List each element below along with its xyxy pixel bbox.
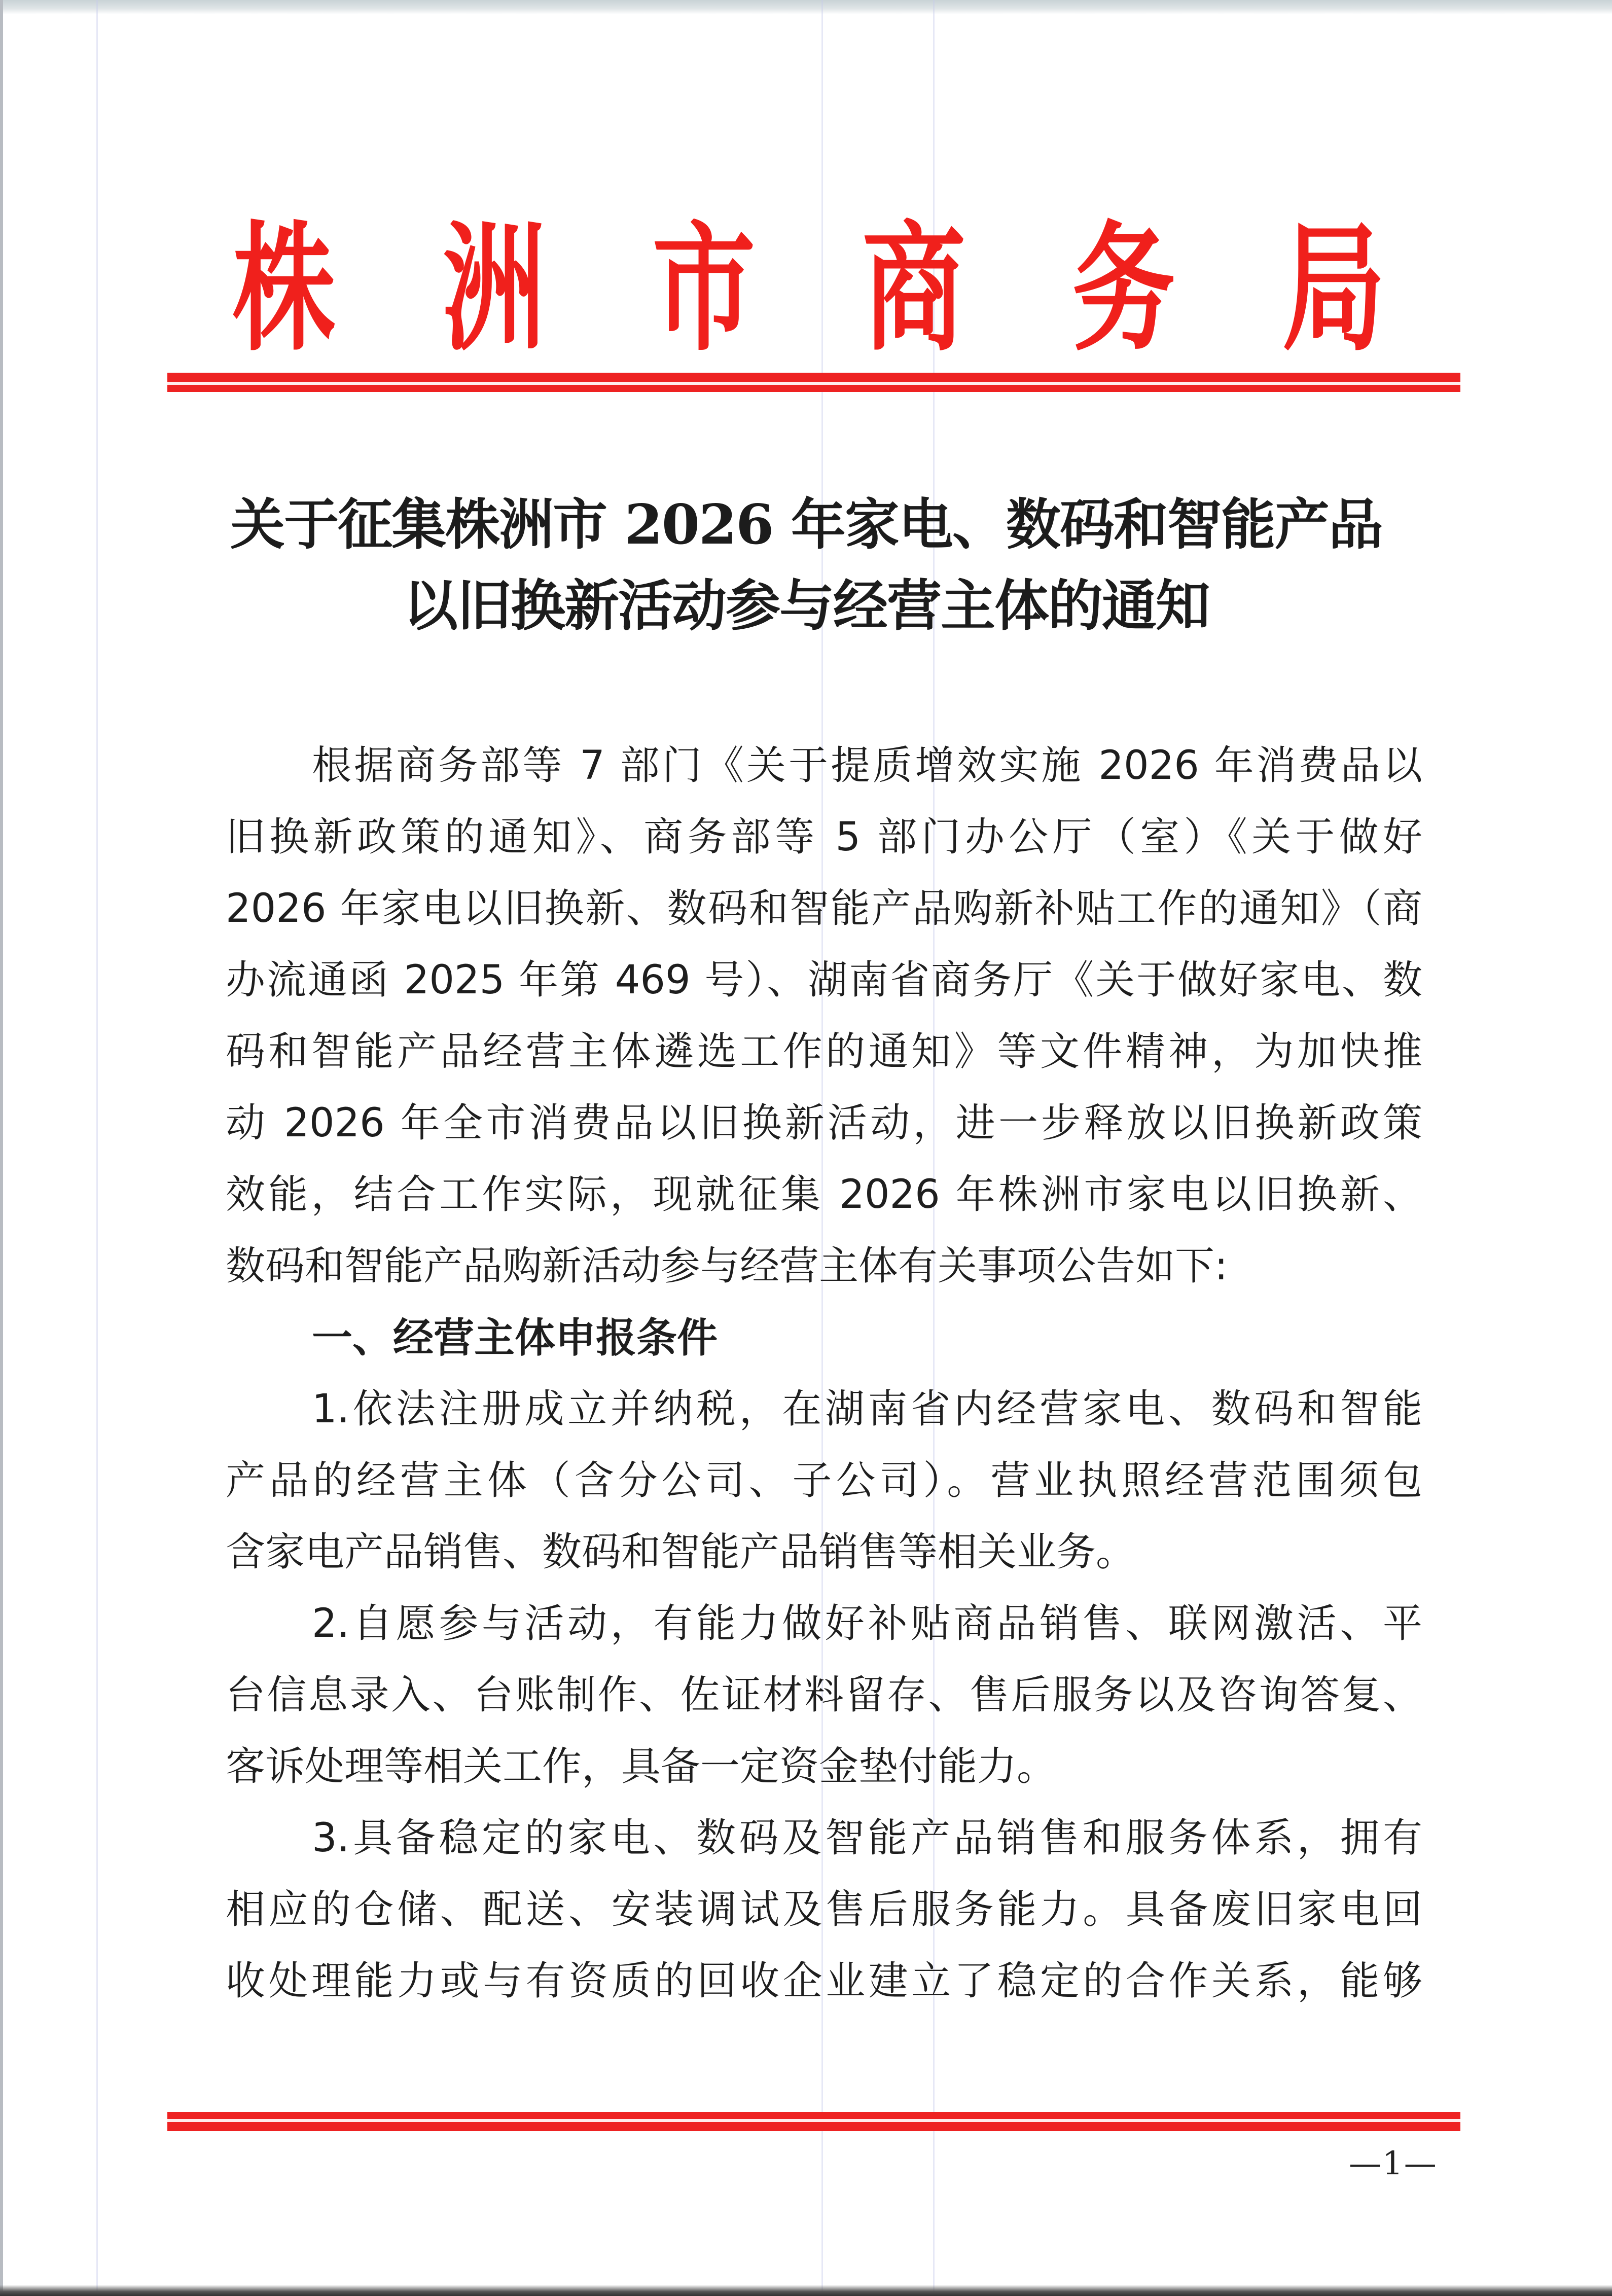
scan-edge-left (0, 0, 3, 2296)
body-line: 含家电产品销售、数码和智能产品销售等相关业务。 (226, 1529, 1136, 1575)
scan-edge-top (0, 0, 1612, 14)
body-line: 2026 年家电以旧换新、数码和智能产品购新补贴工作的通知》（商 (226, 886, 1422, 931)
title-line-1: 关于征集株洲市 2026 年家电、数码和智能产品 (230, 493, 1382, 557)
divider-thin-line (167, 385, 1460, 392)
body-line: 收处理能力或与有资质的回收企业建立了稳定的合作关系，能够 (226, 1958, 1422, 2004)
org-char: 商 (862, 207, 965, 370)
divider-thin-line (167, 2122, 1460, 2131)
body-line: 动 2026 年全市消费品以旧换新活动，进一步释放以旧换新政策 (226, 1100, 1422, 1146)
body-line: 1.依法注册成立并纳税，在湖南省内经营家电、数码和智能 (312, 1386, 1422, 1432)
divider-thick-line (167, 2112, 1460, 2119)
divider-thick-line (167, 373, 1460, 382)
org-char: 洲 (442, 207, 546, 370)
body-line: 相应的仓储、配送、安装调试及售后服务能力。具备废旧家电回 (226, 1887, 1422, 1932)
body-line: 台信息录入、台账制作、佐证材料留存、售后服务以及咨询答复、 (226, 1672, 1422, 1718)
scan-streak (96, 0, 98, 2296)
org-char: 市 (652, 207, 756, 370)
footer-red-divider (167, 2112, 1460, 2131)
page-number: —1— (1349, 2145, 1438, 2182)
title-line-2: 以旧换新活动参与经营主体的通知 (403, 574, 1209, 638)
header-red-divider (167, 373, 1460, 392)
org-char: 株 (232, 207, 336, 370)
body-line: 旧换新政策的通知》、商务部等 5 部门办公厅（室）《关于做好 (226, 814, 1422, 860)
body-line: 3.具备稳定的家电、数码及智能产品销售和服务体系，拥有 (312, 1815, 1422, 1861)
body-line: 数码和智能产品购新活动参与经营主体有关事项公告如下: (226, 1243, 1228, 1289)
issuing-organization-header (218, 207, 1400, 370)
org-char: 局 (1282, 207, 1385, 370)
body-line: 码和智能产品经营主体遴选工作的通知》等文件精神，为加快推 (226, 1029, 1422, 1074)
scan-edge-bottom (0, 2285, 1612, 2296)
body-line: 办流通函 2025 年第 469 号）、湖南省商务厅《关于做好家电、数 (226, 957, 1422, 1003)
body-line: 效能，结合工作实际，现就征集 2026 年株洲市家电以旧换新、 (226, 1172, 1422, 1217)
body-line: 产品的经营主体（含分公司、子公司）。营业执照经营范围须包 (226, 1458, 1422, 1503)
org-char: 务 (1072, 207, 1175, 370)
document-title (203, 484, 1410, 647)
body-line: 2.自愿参与活动，有能力做好补贴商品销售、联网激活、平 (312, 1601, 1422, 1646)
body-line: 客诉处理等相关工作，具备一定资金垫付能力。 (226, 1744, 1057, 1789)
body-line: 根据商务部等 7 部门《关于提质增效实施 2026 年消费品以 (312, 743, 1422, 788)
document-body (226, 730, 1422, 2017)
section-heading: 一、经营主体申报条件 (312, 1314, 718, 1361)
